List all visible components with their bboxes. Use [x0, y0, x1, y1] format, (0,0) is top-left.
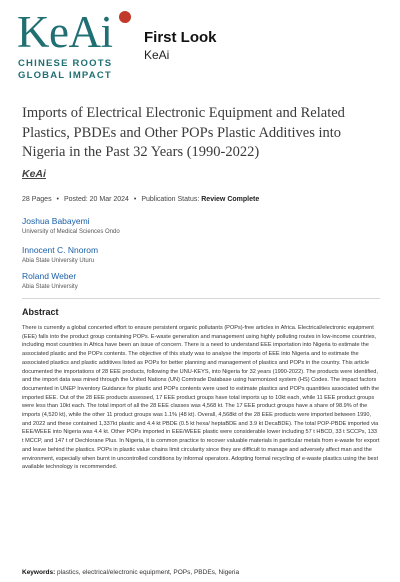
author-entry [22, 271, 78, 290]
posted-date: Posted: 20 Mar 2024 [63, 196, 129, 203]
logo-wordmark: KeAi [17, 7, 113, 57]
keywords-list: plastics, electrical/electronic equipment, POPs, PBDEs, Nigeria [57, 569, 240, 576]
author-affiliation: Abia State University Uturu [22, 258, 95, 264]
first-look-heading: First Look [144, 29, 217, 46]
paper-title: Imports of Electrical Electronic Equipment and Related Plastics, PBDEs and Other POPs Plastic Additives into Nigeria in the Past 32 Years (1990-2022) [22, 105, 345, 160]
author-name-link[interactable]: Joshua Babayemi [22, 216, 90, 226]
author-name-link[interactable]: Roland Weber [22, 271, 77, 281]
paper-meta [22, 196, 259, 203]
author-entry [22, 245, 98, 264]
header [0, 0, 400, 88]
abstract-heading: Abstract [22, 307, 59, 317]
author-affiliation: University of Medical Sciences Ondo [22, 229, 120, 235]
page-count: 28 Pages [22, 196, 52, 203]
section-divider [22, 298, 380, 299]
meta-separator: • [56, 196, 59, 203]
brand-name[interactable]: KeAi [144, 48, 170, 62]
logo-dot-icon [119, 11, 131, 23]
author-affiliation: Abia State University [22, 284, 78, 290]
keywords [22, 569, 239, 576]
keywords-label: Keywords: [22, 569, 56, 576]
publisher-author-link[interactable]: KeAi [22, 168, 46, 180]
status-label: Publication Status: [141, 196, 200, 203]
logo-tagline-2: GLOBAL IMPACT [18, 70, 112, 81]
author-name-link[interactable]: Innocent C. Nnorom [22, 245, 99, 255]
author-entry [22, 216, 120, 235]
status-value: Review Complete [201, 196, 260, 203]
logo-tagline-1: CHINESE ROOTS [18, 58, 113, 69]
meta-separator: • [133, 196, 137, 203]
keai-logo[interactable] [17, 8, 137, 86]
abstract-body: There is currently a global concerted effort to ensure persistent organic pollutants (POPs)-free articles in Africa. Electrical/electronic equipment (EEE) falls into the product group containing POPs. E-waste generation and management using highly polluting routes in low-income countries, including most countries in Africa have been an issue of concern. There is a need to understand EEE importation into Nigeria to estimate the associated plastic and the POPs contents. The objective of this study was to analyse the imports of EEE into Nigeria and to estimate the associated plastics and plastic additives listed as POPs for better planning and management of plastics and POPs in the country. This article documented the importations of 28 EEE products, following the UNU-KEYS, into Nigeria for 32 years (1990-2022). The products were identified, and the import data was mined through the United Nations (UN) Comtrade Database using harmonized system (HS) Codes. The impact factors documented in UNEP Inventory Guidance for plastic and POPs contents were used to estimate plastics and POPs quantities associated with the imported EEE. Out of the 28 EEE products assessed, 17 EEE product groups have total imports up to 10kt each, while 11 EEE product groups were less than 10kt each. The total import of all the 28 EEE classes was 4,568 kt. The 17 EEE product groups have a share of 98.9% of the imports (4,520 kt), while the other 11 product groups was 1.1% (48 kt). Overall, 4,568kt of the 28 EEE products were imported between 1990, and 2022 and these contained 1,337kt plastic and 4.4 kt PBDE (0.5 kt hexa/ heptaBDE and 3.9 kt DecaBDE). The total POP-PBDE imported via EEE/WEEE into Nigeria was 4.4 kt. Other POPs imported in EEE/WEEE plastic were considerable lower including 57 t HBCD, 33 t SCCPs, 133 t MCCP, and 147 t of Dechlorane Plus. In Nigeria, it is common practice to recover valuable materials in particular metals from e-waste for export and leave behind the plastics. POPs in plastic value chains limit circularity since they are difficult to manage and adversely affect man and the environment, especially when burnt in uncontrolled conditions by informal operators. Adopting formal recycling of e-waste plastics using the best available technology is recommended. [22, 325, 380, 471]
